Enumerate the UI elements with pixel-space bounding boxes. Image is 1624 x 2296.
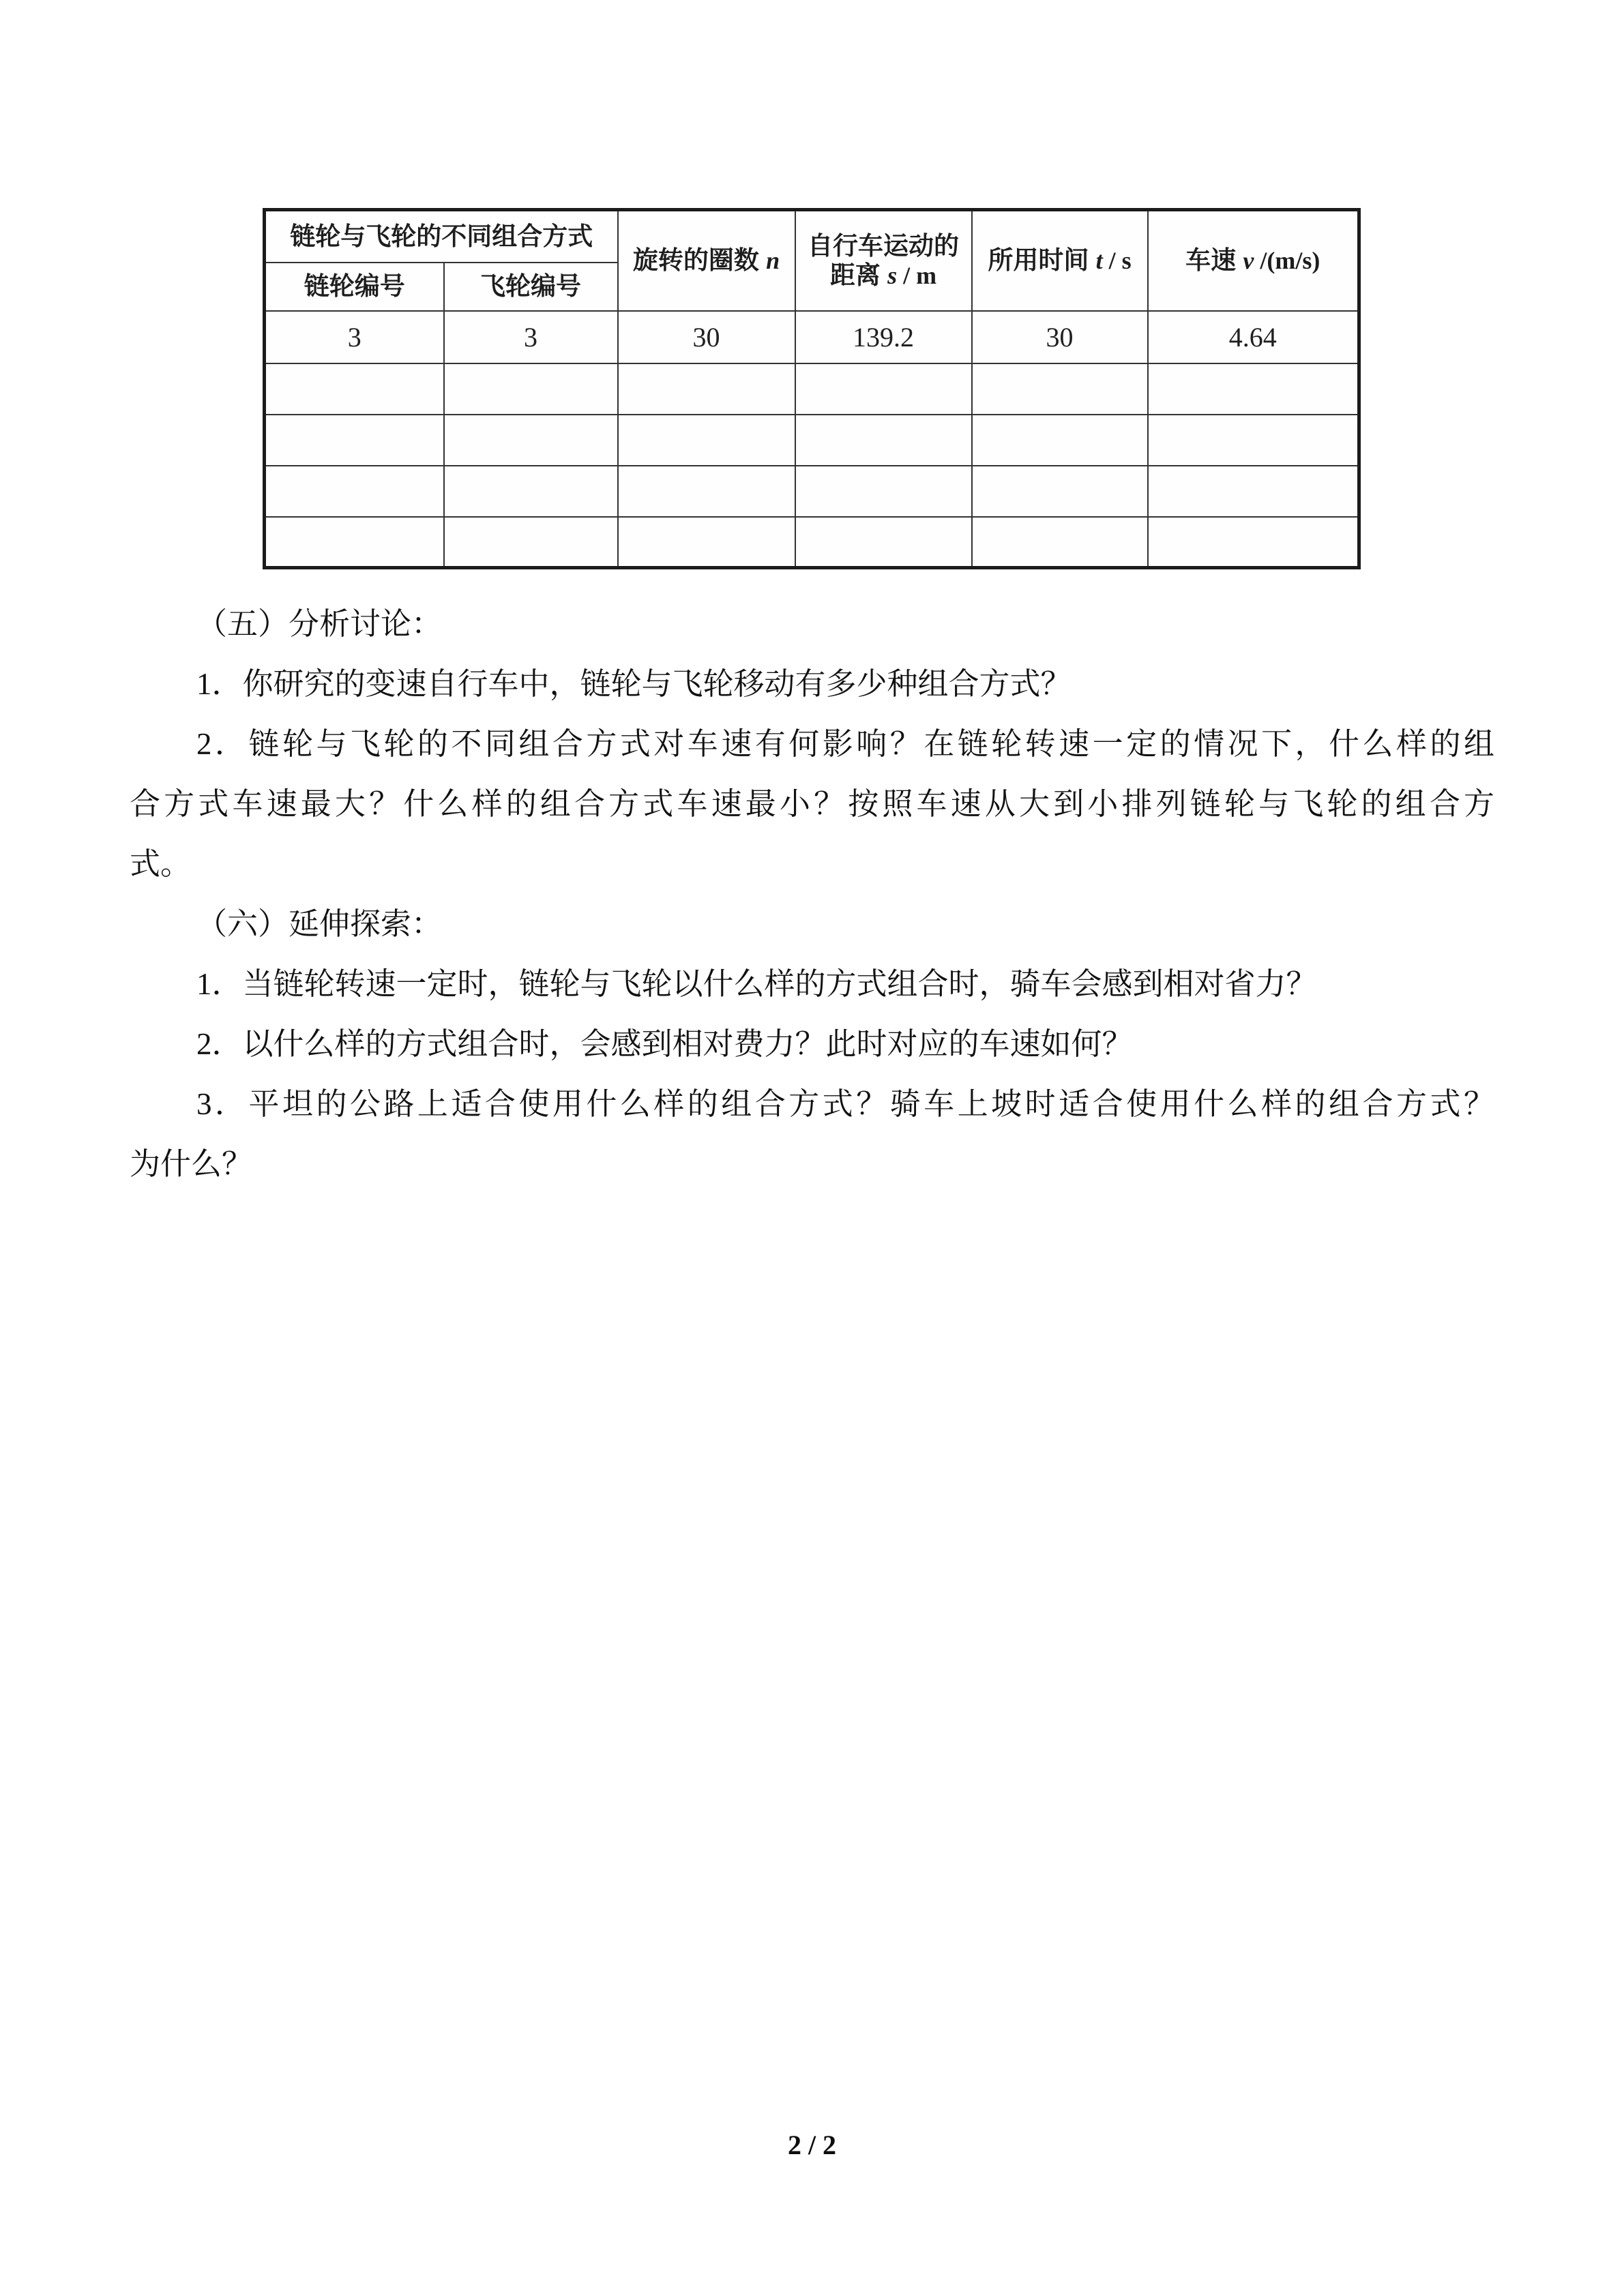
analysis-question-2-line-1: 2．链轮与飞轮的不同组合方式对车速有何影响？在链轮转速一定的情况下，什么样的组 — [196, 727, 1494, 761]
analysis-question-2-line-2: 合方式车速最大？什么样的组合方式车速最小？按照车速从大到小排列链轮与飞轮的组合方 — [130, 787, 1494, 821]
header-time-label: 所用时间 — [988, 246, 1096, 275]
unit-m-per-s: /(m/s) — [1254, 247, 1320, 275]
header-distance-line1: 自行车运动的 — [808, 231, 959, 260]
experiment-table — [263, 208, 1361, 569]
table-cell-empty — [444, 466, 618, 517]
cell-turns-value: 30 — [618, 311, 795, 363]
variable-v: v — [1243, 247, 1254, 275]
table-cell-empty — [265, 517, 444, 568]
table-cell-empty — [265, 363, 444, 415]
table-cell-empty — [972, 466, 1148, 517]
extension-question-3-line-2: 为什么？ — [130, 1147, 253, 1181]
unit-s: / s — [1102, 247, 1132, 275]
table-cell-empty — [1148, 363, 1359, 415]
extension-question-3-line-1: 3．平坦的公路上适合使用什么样的组合方式？骑车上坡时适合使用什么样的组合方式？ — [196, 1087, 1494, 1121]
table-cell-empty — [444, 415, 618, 466]
table-empty-row — [265, 466, 1359, 517]
cell-time-value: 30 — [972, 311, 1148, 363]
table-cell-empty — [618, 517, 795, 568]
table-cell-empty — [265, 466, 444, 517]
table-header-row-1 — [265, 210, 1359, 263]
header-freewheel-no: 飞轮编号 — [444, 263, 618, 311]
table-empty-row — [265, 363, 1359, 415]
document-body — [130, 594, 1494, 1194]
table-data-row — [265, 311, 1359, 363]
table-cell-empty — [618, 415, 795, 466]
table-cell-empty — [795, 363, 972, 415]
table-cell-empty — [618, 363, 795, 415]
cell-speed-value: 4.64 — [1148, 311, 1359, 363]
section-heading-analysis: （五）分析讨论： — [196, 607, 443, 641]
header-turns — [618, 210, 795, 311]
cell-freewheel-value: 3 — [444, 311, 618, 363]
table-empty-row — [265, 517, 1359, 568]
cell-chainwheel-value: 3 — [265, 311, 444, 363]
header-turns-label: 旋转的圈数 — [632, 246, 767, 275]
variable-n: n — [766, 247, 780, 275]
table-cell-empty — [972, 517, 1148, 568]
table-cell-empty — [618, 466, 795, 517]
table-cell-empty — [795, 517, 972, 568]
header-time — [972, 210, 1148, 311]
header-combo-label: 链轮与飞轮的不同组合方式 — [290, 222, 593, 250]
table-cell-empty — [1148, 466, 1359, 517]
variable-s: s — [887, 262, 898, 290]
cell-distance-value: 139.2 — [795, 311, 972, 363]
header-combo — [265, 210, 618, 263]
page-number: 2 / 2 — [787, 2130, 837, 2160]
extension-question-1: 1．当链轮转速一定时，链轮与飞轮以什么样的方式组合时，骑车会感到相对省力？ — [196, 967, 1317, 1001]
table-cell-empty — [972, 363, 1148, 415]
header-speed-label: 车速 — [1185, 246, 1243, 275]
header-distance — [795, 210, 972, 311]
table-cell-empty — [972, 415, 1148, 466]
analysis-question-2-line-3: 式。 — [130, 847, 192, 881]
table-cell-empty — [1148, 415, 1359, 466]
table-cell-empty — [795, 415, 972, 466]
table-cell-empty — [265, 415, 444, 466]
unit-m: / m — [897, 262, 937, 290]
section-heading-extension: （六）延伸探索： — [196, 907, 443, 941]
table-cell-empty — [444, 363, 618, 415]
header-distance-line2 — [796, 260, 971, 290]
table-cell-empty — [444, 517, 618, 568]
header-speed — [1148, 210, 1359, 311]
header-chainwheel-no: 链轮编号 — [265, 263, 444, 311]
table-cell-empty — [1148, 517, 1359, 568]
header-distance-label: 距离 — [829, 261, 888, 290]
extension-question-2: 2．以什么样的方式组合时，会感到相对费力？此时对应的车速如何？ — [196, 1027, 1133, 1061]
analysis-question-1: 1．你研究的变速自行车中，链轮与飞轮移动有多少种组合方式？ — [196, 667, 1072, 701]
variable-t: t — [1095, 247, 1103, 275]
table-empty-row — [265, 415, 1359, 466]
table-cell-empty — [795, 466, 972, 517]
